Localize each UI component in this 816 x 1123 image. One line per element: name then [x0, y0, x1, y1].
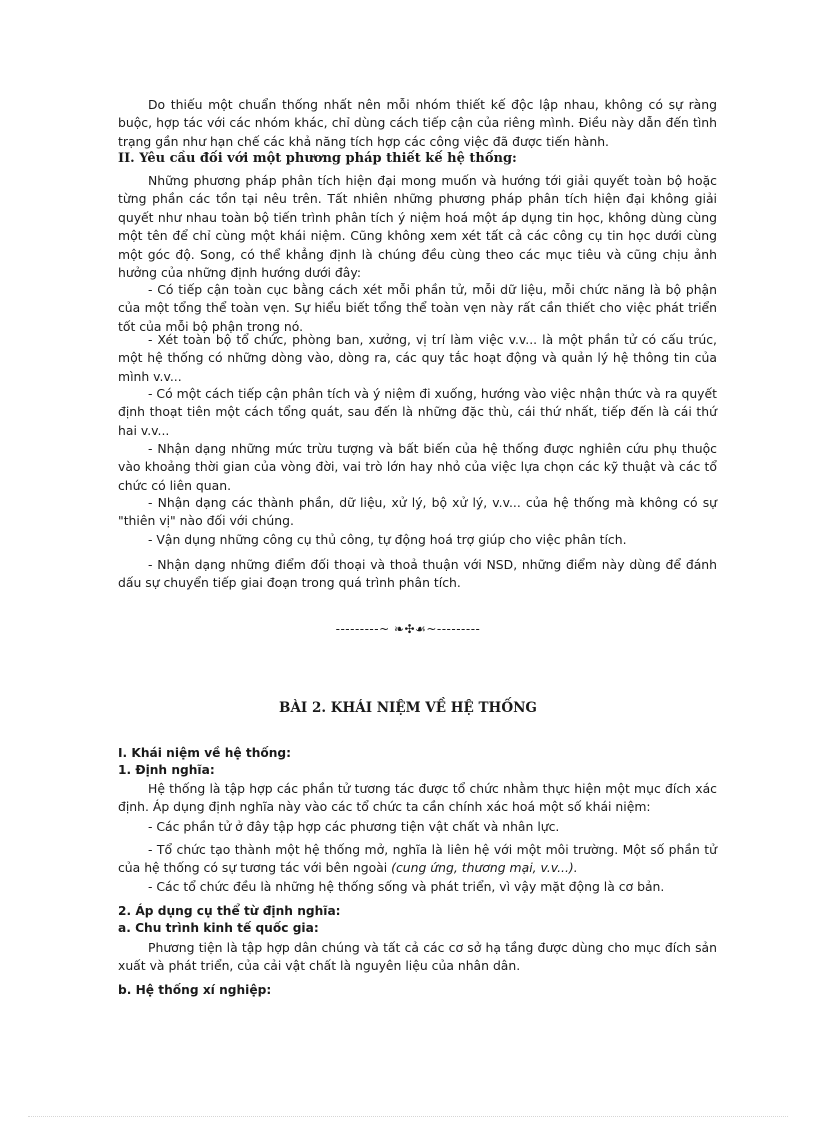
requirements-paragraph: Những phương pháp phân tích hiện đại mong muốn và hướng tới giải quyết toàn bộ hoặc từng phần các tồn tại nêu trên. Tất nhiên những phương pháp phân tích hiện đại không giải quyết như nhau toàn bộ tiến trình phân tích ý niệm hoá một áp dụng tin học, không dùng cùng một tên để chỉ cùng một khái niệm. Cũng không xem xét tất cả các công cụ tin học dưới cùng một góc độ. Song, có thể khẳng định là chúng đều cùng theo các mục tiêu và cũng chịu ảnh hưởng của những định hướng dưới đây: — [118, 173, 717, 281]
definition-bullet-living-systems: - Các tổ chức đều là những hệ thống sống và phát triển, vì vậy mặt động là cơ bản. — [148, 879, 665, 894]
ornamental-divider: ---------~ ❧✣☙~--------- — [335, 622, 481, 636]
bullet-organization-structure: - Xét toàn bộ tổ chức, phòng ban, xưởng, vị trí làm việc v.v... là một phần tử có cấu trúc, một hệ thống có những dòng vào, dòng ra, các quy tắc hoạt động và quản lý hệ thông tin của mình v.v... — [118, 332, 717, 384]
section-heading-concept: I. Khái niệm về hệ thống: — [118, 746, 292, 760]
bullet-abstraction-levels: - Nhận dạng những mức trừu tượng và bất biến của hệ thống được nghiên cứu phụ thuộc vào khoảng thời gian của vòng đời, vai trò lớn hay nhỏ của việc lựa chọn các kỹ thuật và các tổ chức có liên quan. — [118, 441, 717, 493]
subsection-heading-economic-cycle: a. Chu trình kinh tế quốc gia: — [118, 921, 319, 935]
subsection-heading-definition: 1. Định nghĩa: — [118, 763, 215, 777]
section-heading-requirements: II. Yêu cầu đối với một phương pháp thiết kế hệ thống: — [118, 151, 517, 166]
subsection-heading-enterprise-system: b. Hệ thống xí nghiệp: — [118, 983, 272, 997]
bullet-dialogue-points: - Nhận dạng những điểm đối thoại và thoả thuận với NSD, những điểm này dùng để đánh dấu sự chuyển tiếp giai đoạn trong quá trình phân tích. — [118, 557, 717, 591]
bullet-holistic-approach: - Có tiếp cận toàn cục bằng cách xét mỗi phần tử, mỗi dữ liệu, mỗi chức năng là bộ phận của một tổng thể toàn vẹn. Sự hiểu biết tổng thể toàn vẹn này rất cần thiết cho việc phát triển tốt của mỗi bộ phận trong nó. — [118, 282, 717, 334]
definition-paragraph: Hệ thống là tập hợp các phần tử tương tác được tổ chức nhằm thực hiện một mục đích xác định. Áp dụng định nghĩa này vào các tổ chức ta cần chính xác hoá một số khái niệm: — [118, 781, 717, 815]
definition-bullet-open-system — [118, 841, 717, 878]
intro-paragraph: Do thiếu một chuẩn thống nhất nên mỗi nhóm thiết kế độc lập nhau, không có sự ràng buộc, hợp tác với các nhóm khác, chỉ dùng cách tiếp cận của riêng mình. Điều này dẫn đến tình trạng gần như hạn chế các khả năng tích hợp các công việc đã được tiến hành. — [118, 97, 717, 149]
subsection-heading-application: 2. Áp dụng cụ thể từ định nghĩa: — [118, 904, 341, 918]
definition-bullet-elements: - Các phần tử ở đây tập hợp các phương tiện vật chất và nhân lực. — [148, 819, 560, 834]
lesson-title: BÀI 2. KHÁI NIỆM VỀ HỆ THỐNG — [279, 700, 537, 716]
open-system-text: - Tổ chức tạo thành một hệ thống mở, nghĩa là liên hệ với một môi trường. Một số phần tử của hệ thống có sự tương tác với bên ngoài — [118, 842, 717, 876]
bullet-top-down-analysis: - Có một cách tiếp cận phân tích và ý niệm đi xuống, hướng vào việc nhận thức và ra quyết định thoạt tiên một cách tổng quát, sau đến là những đặc thù, cái thứ nhất, tiếp đến là cái thứ hai v.v... — [118, 386, 717, 438]
bullet-tools: - Vận dụng những công cụ thủ công, tự động hoá trợ giúp cho việc phân tích. — [148, 532, 627, 547]
bullet-component-identification: - Nhận dạng các thành phần, dữ liệu, xử lý, bộ xử lý, v.v... của hệ thống mà không có sự "thiên vị" nào đối với chúng. — [118, 495, 717, 529]
page-bottom-rule — [28, 1116, 788, 1117]
open-system-examples: (cung ứng, thương mại, v.v...). — [391, 860, 578, 876]
economic-cycle-paragraph: Phương tiện là tập hợp dân chúng và tất cả các cơ sở hạ tầng được dùng cho mục đích sản xuất và phát triển, của cải vật chất là nguyên liệu của nhân dân. — [118, 940, 717, 974]
